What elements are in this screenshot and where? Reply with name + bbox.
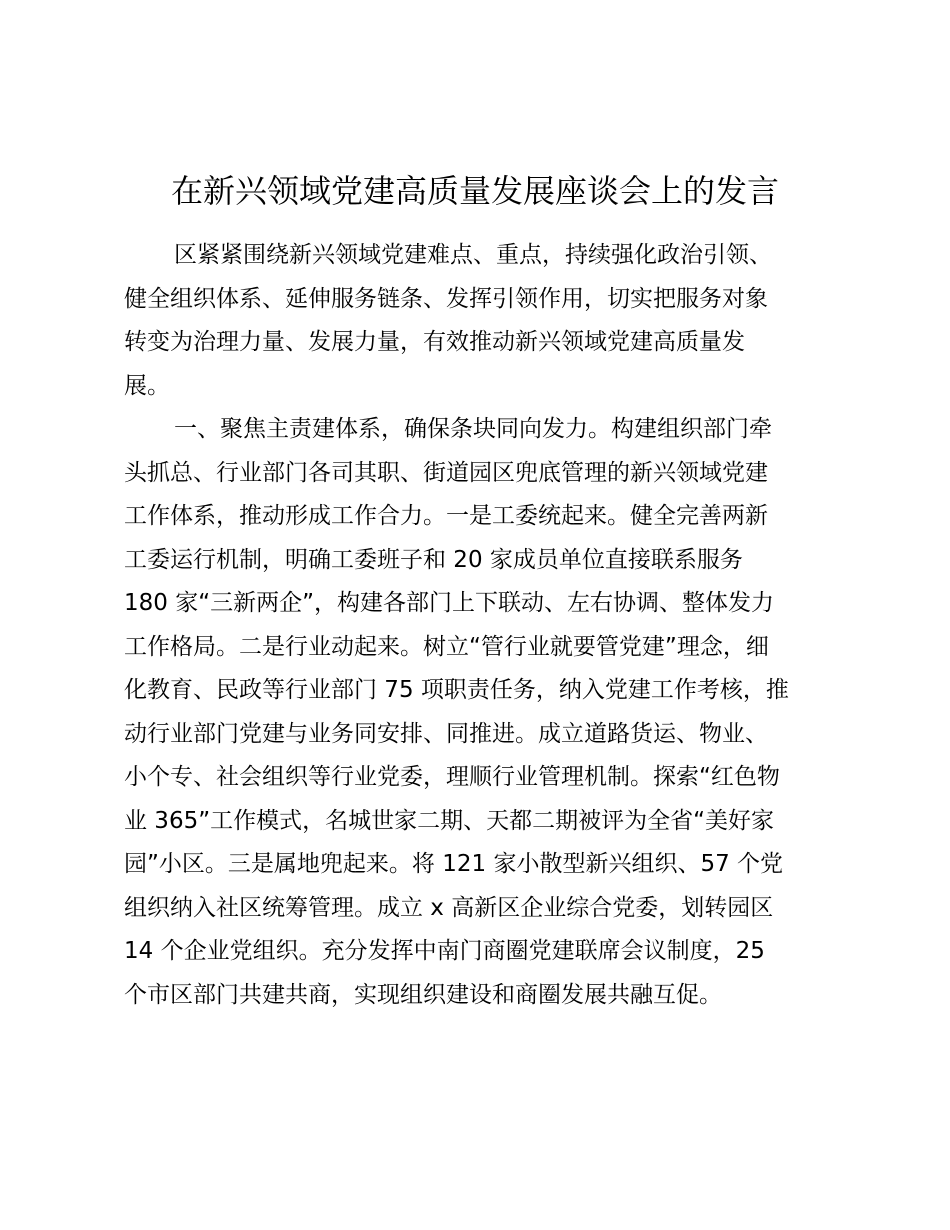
paragraph-line: 工作格局。二是行业动起来。树立“管行业就要管党建”理念，细 [124,634,769,660]
paragraph-line: 头抓总、行业部门各司其职、街道园区兜底管理的新兴领域党建 [124,460,768,486]
paragraph-line: 化教育、民政等行业部门 75 项职责任务，纳入党建工作考核，推 [124,677,789,703]
paragraph-line: 一、聚焦主责建体系，确保条块同向发力。构建组织部门牵 [174,416,772,442]
paragraph-line: 动行业部门党建与业务同安排、同推进。成立道路货运、物业、 [124,721,768,747]
paragraph-line: 展。 [124,373,170,399]
paragraph-line: 园”小区。三是属地兜起来。将 121 家小散型新兴组织、57 个党 [124,851,784,877]
paragraph-line: 工作体系，推动形成工作合力。一是工委统起来。健全完善两新 [124,503,768,529]
paragraph-line: 组织纳入社区统筹管理。成立 x 高新区企业综合党委，划转园区 [124,895,774,921]
paragraph-line: 健全组织体系、延伸服务链条、发挥引领作用，切实把服务对象 [124,286,768,312]
paragraph-line: 14 个企业党组织。充分发挥中南门商圈党建联席会议制度，25 [124,938,765,964]
paragraph-line: 个市区部门共建共商，实现组织建设和商圈发展共融互促。 [124,982,722,1008]
page-title: 在新兴领域党建高质量发展座谈会上的发言 [170,172,779,210]
paragraph-line: 业 365”工作模式，名城世家二期、天都二期被评为全省“美好家 [124,808,775,834]
paragraph-line: 转变为治理力量、发展力量，有效推动新兴领域党建高质量发 [124,329,745,355]
paragraph-line: 小个专、社会组织等行业党委，理顺行业管理机制。探索“红色物 [124,764,780,790]
paragraph-line: 工委运行机制，明确工委班子和 20 家成员单位直接联系服务 [124,547,743,573]
paragraph-line: 180 家“三新两企”，构建各部门上下联动、左右协调、整体发力 [124,590,775,616]
paragraph-line: 区紧紧围绕新兴领域党建难点、重点，持续强化政治引领、 [174,242,772,268]
